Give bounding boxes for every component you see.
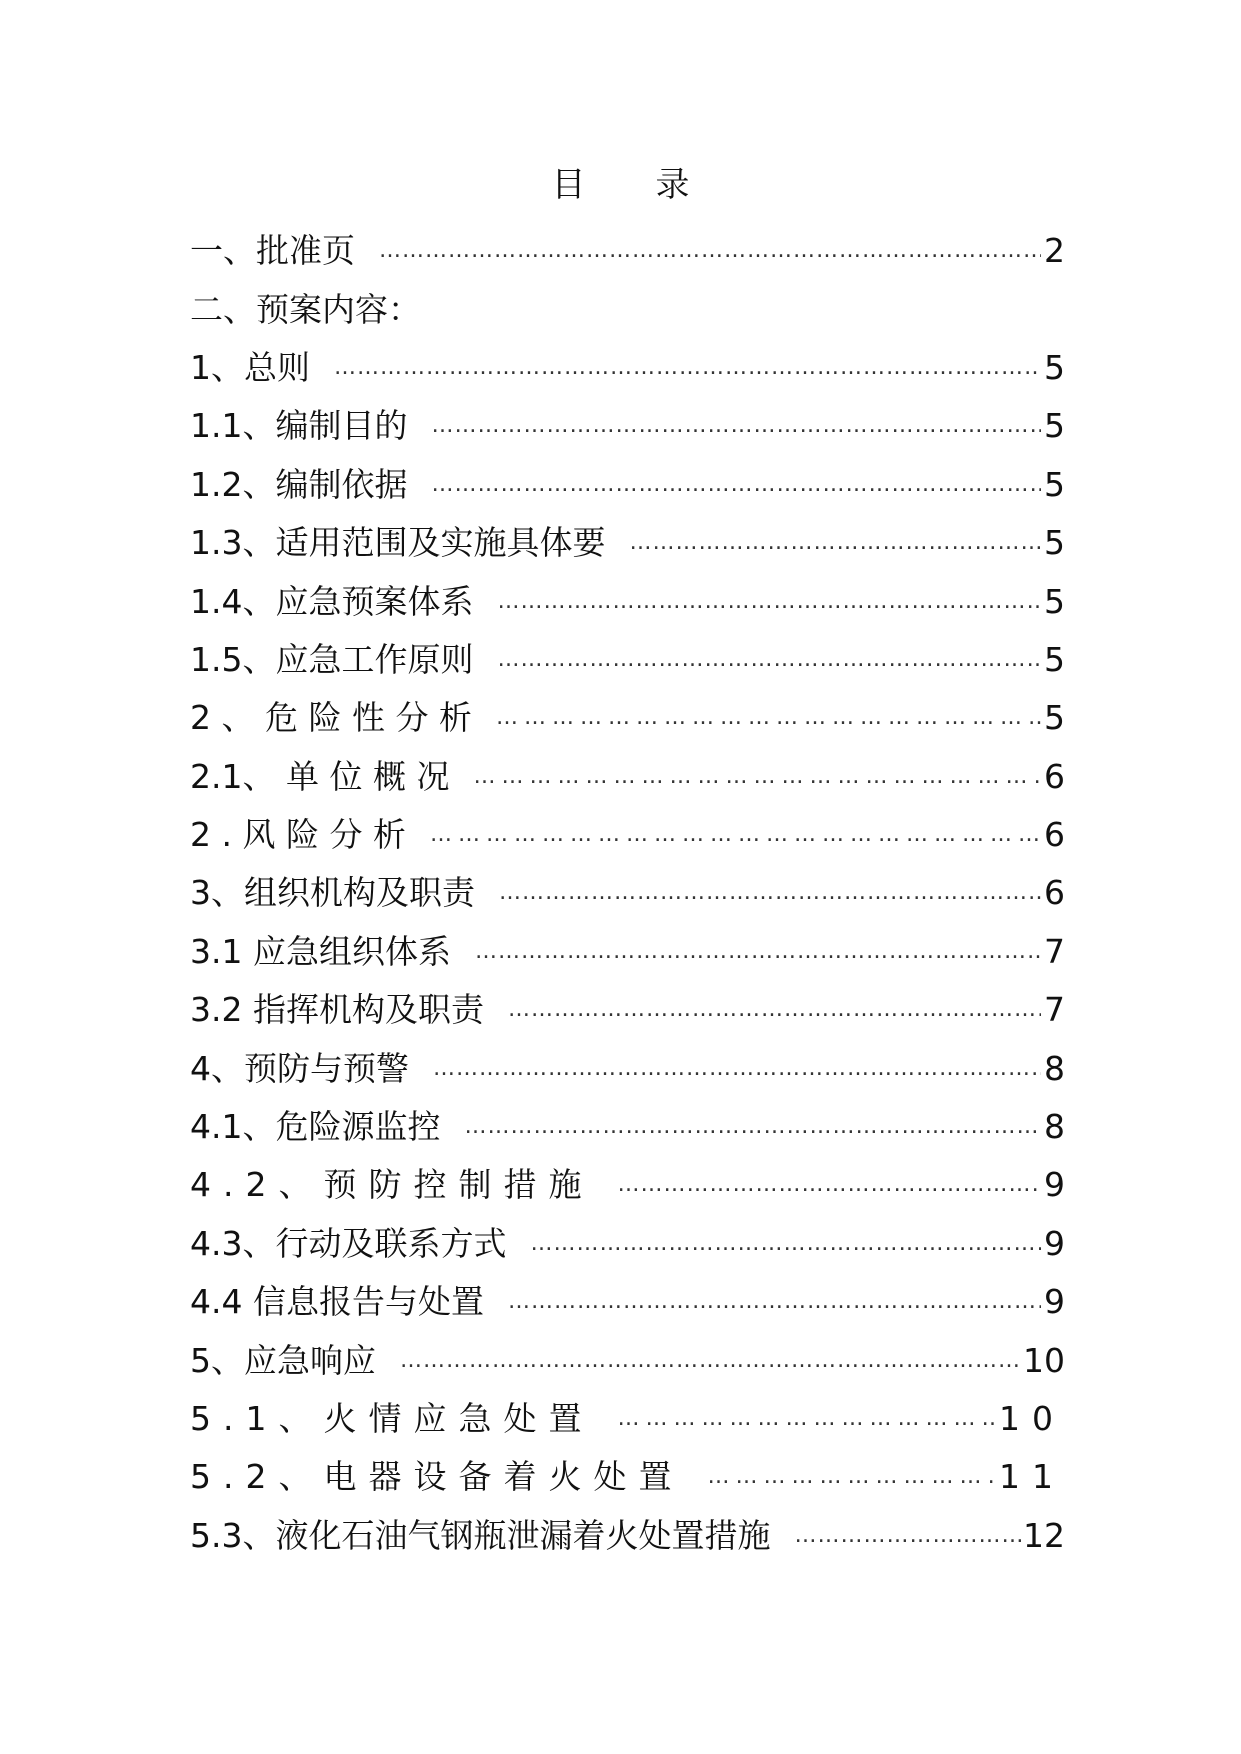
toc-entry (190, 397, 1065, 455)
toc-entry-page: 7 (1044, 931, 1065, 971)
toc-entry-page: 2 (1044, 231, 1065, 271)
toc-dot-leader (707, 1448, 997, 1506)
toc-entry-page: 11 (999, 1457, 1065, 1497)
toc-entry (190, 864, 1065, 922)
toc-dot-leader (464, 1098, 1041, 1156)
toc-entry (190, 1156, 1065, 1214)
toc-entry-label: 4.2、预防控制措施 (190, 1165, 594, 1205)
toc-entry-label: 1.3、适用范围及实施具体要 (190, 523, 606, 563)
toc-dot-leader (431, 456, 1041, 514)
toc-entry-page: 5 (1044, 406, 1065, 446)
toc-entry-label: 3.1 应急组织体系 (190, 931, 451, 971)
toc-dot-leader (508, 1273, 1041, 1331)
toc-dot-leader (430, 806, 1041, 864)
toc-entry (190, 1331, 1065, 1389)
toc-entry (190, 456, 1065, 514)
toc-dot-leader (794, 1507, 1021, 1565)
toc-entry (190, 1039, 1065, 1097)
toc-entry (190, 1215, 1065, 1273)
toc-entry (190, 280, 1065, 338)
toc-entry-page: 10 (999, 1399, 1065, 1438)
toc-entry-label: 4.1、危险源监控 (190, 1107, 441, 1147)
toc-entry-label: 2 、 危 险 性 分 析 (190, 698, 472, 738)
toc-dot-leader (499, 864, 1041, 922)
toc-entry (190, 631, 1065, 689)
toc-entry-page: 5 (1044, 698, 1065, 738)
toc-entry-label: 1.1、编制目的 (190, 406, 408, 446)
toc-entry (190, 339, 1065, 397)
toc-entry-page: 5 (1044, 347, 1065, 387)
toc-entry (190, 514, 1065, 572)
toc-entry (190, 1098, 1065, 1156)
toc-entry-label: 4.4 信息报告与处置 (190, 1282, 484, 1322)
toc-entry (190, 1390, 1065, 1448)
toc-dot-leader (496, 689, 1041, 747)
toc-entry-label: 1.2、编制依据 (190, 464, 408, 504)
toc-dot-leader (497, 631, 1041, 689)
toc-dot-leader (400, 1332, 1021, 1390)
toc-entry-label: 一、批准页 (190, 231, 355, 271)
toc-entry-label: 2 . 风 险 分 析 (190, 815, 406, 855)
toc-entry-label: 二、预案内容： (190, 289, 421, 329)
toc-title-char-1: 目 (551, 165, 586, 205)
toc-entry-page: 5 (1044, 523, 1065, 563)
toc-entry-page: 8 (1044, 1107, 1065, 1147)
toc-entry-label: 5.1、火情应急处置 (190, 1399, 594, 1438)
toc-entry-label: 5.2、电器设备着火处置 (190, 1457, 684, 1497)
toc-entry-label: 5、应急响应 (190, 1340, 376, 1380)
toc-dot-leader (497, 573, 1041, 631)
toc-entry-page: 10 (1023, 1340, 1065, 1380)
toc-entry-label: 4.3、行动及联系方式 (190, 1223, 507, 1263)
toc-entry-page: 5 (1044, 581, 1065, 621)
toc-entry (190, 1273, 1065, 1331)
toc-dot-leader (617, 1156, 1041, 1214)
toc-entry-page: 5 (1044, 639, 1065, 679)
toc-entry-page: 8 (1044, 1048, 1065, 1088)
toc-entry-page: 7 (1044, 990, 1065, 1030)
toc-entry (190, 689, 1065, 747)
toc-entry (190, 748, 1065, 806)
toc-dot-leader (617, 1390, 997, 1448)
toc-entry-label: 3、组织机构及职责 (190, 873, 475, 913)
toc-entry-label: 2.1、 单 位 概 况 (190, 756, 450, 796)
toc-entry-page: 6 (1044, 815, 1065, 855)
toc-entry (190, 1507, 1065, 1565)
toc-entry-page: 9 (1044, 1223, 1065, 1263)
toc-entry-label: 1、总则 (190, 347, 310, 387)
toc-title-char-2: 录 (655, 165, 690, 205)
toc-entry-label: 4、预防与预警 (190, 1048, 409, 1088)
toc-dot-leader (379, 222, 1041, 280)
toc-dot-leader (334, 339, 1041, 397)
toc-dot-leader (475, 923, 1041, 981)
toc-entry-label: 1.5、应急工作原则 (190, 639, 474, 679)
toc-entry (190, 222, 1065, 280)
toc-dot-leader (431, 397, 1041, 455)
toc-entry (190, 981, 1065, 1039)
toc-entry-page: 12 (1023, 1515, 1065, 1555)
table-of-contents (190, 222, 1065, 1565)
toc-entry-label: 1.4、应急预案体系 (190, 581, 474, 621)
toc-dot-leader (530, 1215, 1041, 1273)
toc-entry-page: 6 (1044, 756, 1065, 796)
toc-entry-page: 5 (1044, 464, 1065, 504)
toc-entry-page: 9 (1044, 1165, 1065, 1205)
toc-entry-label: 3.2 指挥机构及职责 (190, 990, 484, 1030)
toc-dot-leader (473, 748, 1041, 806)
toc-dot-leader (433, 1040, 1041, 1098)
toc-dot-leader (508, 981, 1041, 1039)
toc-dot-leader (629, 514, 1041, 572)
toc-entry (190, 1448, 1065, 1506)
toc-entry-page: 6 (1044, 873, 1065, 913)
toc-title (0, 160, 1241, 210)
toc-entry (190, 572, 1065, 630)
toc-entry (190, 923, 1065, 981)
toc-entry (190, 806, 1065, 864)
toc-entry-label: 5.3、液化石油气钢瓶泄漏着火处置措施 (190, 1515, 771, 1555)
toc-entry-page: 9 (1044, 1282, 1065, 1322)
